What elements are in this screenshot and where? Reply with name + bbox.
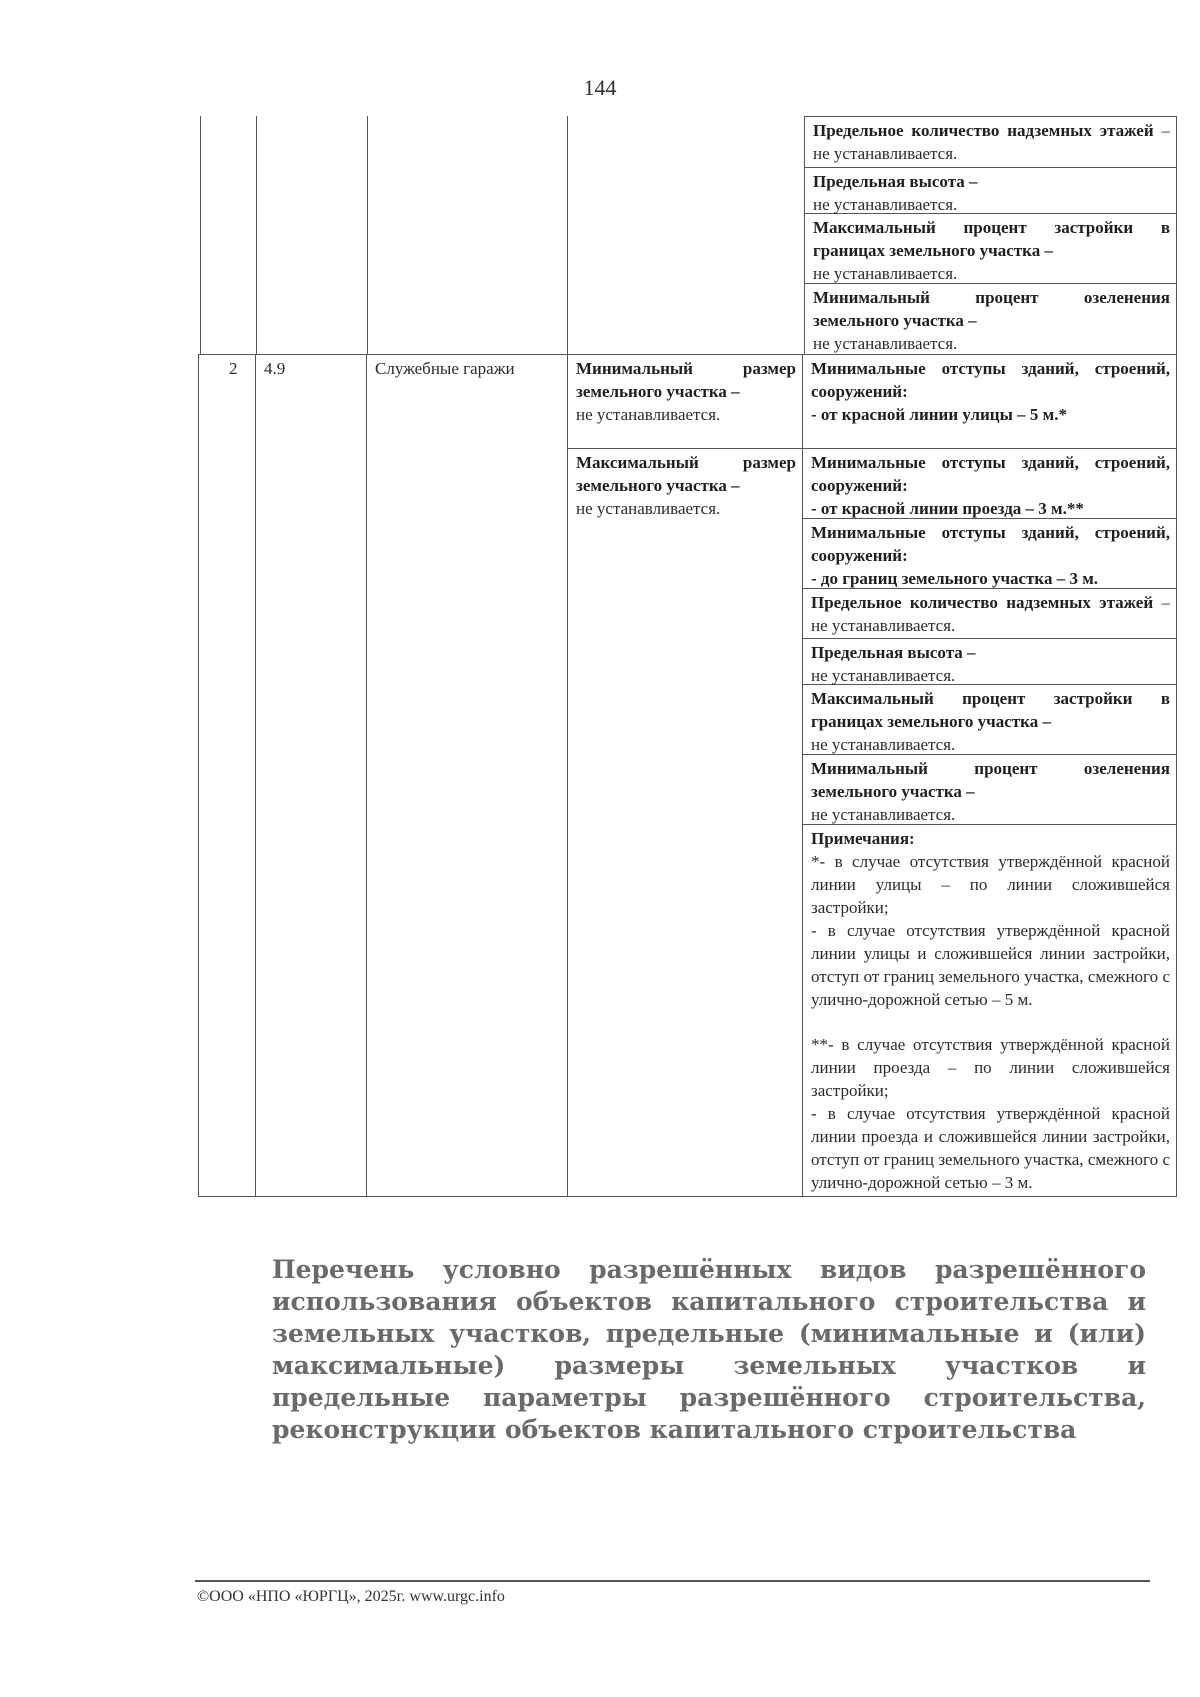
param-cell: Предельная высота – не устанавливается. bbox=[803, 639, 1176, 685]
row-name: Служебные гаражи bbox=[367, 355, 568, 1197]
params-column bbox=[803, 355, 1177, 1197]
sizes-column bbox=[568, 355, 803, 1197]
table-border bbox=[200, 116, 201, 354]
footer-divider bbox=[195, 1580, 1150, 1582]
param-cell: Предельная высота – не устанавливается. bbox=[804, 168, 1177, 214]
footer-copyright: ©ООО «НПО «ЮРГЦ», 2025г. www.urgc.info bbox=[197, 1588, 505, 1605]
table-row bbox=[199, 355, 1177, 1197]
notes-title: Примечания: bbox=[811, 829, 915, 848]
parameters-table bbox=[198, 354, 1177, 1197]
param-cell: Минимальный процент озеленения земельного участка – не устанавливается. bbox=[803, 755, 1176, 825]
param-cell: Минимальные отступы зданий, строений, сооружений: - до границ земельного участка – 3 м. bbox=[803, 519, 1176, 589]
notes-cell bbox=[803, 825, 1176, 1196]
param-cell: Предельное количество надземных этажей – не устанавливается. bbox=[804, 116, 1177, 168]
param-cell: Минимальные отступы зданий, строений, сооружений: - от красной линии проезда – 3 м.** bbox=[803, 449, 1176, 519]
param-cell: Минимальный процент озеленения земельного участка – не устанавливается. bbox=[804, 284, 1177, 354]
table-border bbox=[256, 116, 257, 354]
param-cell: Максимальный процент застройки в границах земельного участка – не устанавливается. bbox=[803, 685, 1176, 755]
param-cell: Минимальные отступы зданий, строений, сооружений: - от красной линии улицы – 5 м.* bbox=[803, 355, 1176, 449]
table-border bbox=[567, 116, 568, 354]
note-line: *- в случае отсутствия утверждённой красной линии улицы – по линии сложившейся застройки; bbox=[811, 852, 1170, 917]
table-border bbox=[367, 116, 368, 354]
section-heading: Перечень условно разрешённых видов разрешённого использования объектов капитального строительства и земельных участков, предельные (минимальные и (или) максимальные) размеры земельных участков и предельные параметры разрешённого строительства, реконструкции объектов капитального строительства bbox=[272, 1255, 1146, 1444]
min-size-cell: Минимальный размер земельного участка – не устанавливается. bbox=[568, 355, 802, 449]
max-size-cell: Максимальный размер земельного участка – не устанавливается. bbox=[576, 453, 796, 518]
page-number: 144 bbox=[583, 75, 617, 100]
note-line: - в случае отсутствия утверждённой красной линии проезда и сложившейся линии застройки, отступ от границ земельного участка, смежного с улично-дорожной сетью – 3 м. bbox=[811, 1104, 1170, 1192]
table-continuation bbox=[200, 116, 1177, 354]
param-cell: Предельное количество надземных этажей – не устанавливается. bbox=[803, 589, 1176, 639]
note-line: **- в случае отсутствия утверждённой красной линии проезда – по линии сложившейся застройки; bbox=[811, 1035, 1170, 1100]
row-code: 4.9 bbox=[256, 355, 367, 1197]
param-cell: Максимальный процент застройки в границах земельного участка – не устанавливается. bbox=[804, 214, 1177, 284]
row-number: 2 bbox=[199, 355, 256, 1197]
note-line: - в случае отсутствия утверждённой красной линии улицы и сложившейся линии застройки, отступ от границ земельного участка, смежного с улично-дорожной сетью – 5 м. bbox=[811, 921, 1170, 1009]
